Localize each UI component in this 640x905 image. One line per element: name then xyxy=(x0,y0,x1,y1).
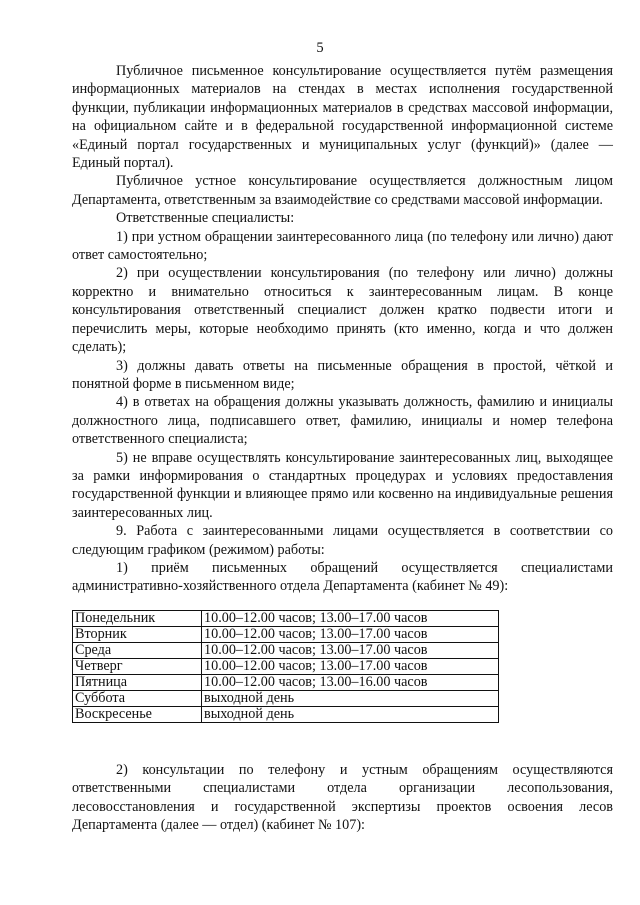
table-row xyxy=(73,690,499,706)
schedule-day: Суббота xyxy=(73,690,202,706)
list-item-4: 4) в ответах на обращения должны указывать должность, фамилию и инициалы должностного лица, подписавшего ответ, фамилию, инициалы и номер телефона ответственного специалиста; xyxy=(72,394,613,448)
schedule-day: Вторник xyxy=(73,626,202,642)
schedule-hours: 10.00–12.00 часов; 13.00–17.00 часов xyxy=(202,626,499,642)
table-row xyxy=(73,610,499,626)
paragraph-public-oral-consulting: Публичное устное консультирование осуществляется должностным лицом Департамента, ответственным за взаимодействие со средствами массовой информации. xyxy=(72,173,613,208)
schedule-hours: 10.00–12.00 часов; 13.00–16.00 часов xyxy=(202,674,499,690)
table-row xyxy=(73,626,499,642)
schedule-hours: выходной день xyxy=(202,706,499,722)
table-row xyxy=(73,706,499,722)
table-row xyxy=(73,642,499,658)
section-9-paragraph: 9. Работа с заинтересованными лицами осуществляется в соответствии со следующим графиком (режимом) работы: xyxy=(72,523,613,558)
page-number: 5 xyxy=(316,40,324,56)
paragraph-responsible-specialists: Ответственные специалисты: xyxy=(116,210,295,227)
schedule-hours: 10.00–12.00 часов; 13.00–17.00 часов xyxy=(202,610,499,626)
list-item-2: 2) при осуществлении консультирования (по телефону или лично) должны корректно и внимательно относиться к заинтересованным лицам. В конце консультирования ответственный специалист должен кратко подвести итоги и перечислить меры, которые необходимо принять (кто именно, когда и что должен сделать); xyxy=(72,265,613,356)
schedule-day: Четверг xyxy=(73,658,202,674)
document-body xyxy=(72,62,613,834)
schedule-day: Пятница xyxy=(73,674,202,690)
list-item-3: 3) должны давать ответы на письменные обращения в простой, чёткой и понятной форме в письменном виде; xyxy=(72,357,613,392)
paragraph-public-written-consulting: Публичное письменное консультирование осуществляется путём размещения информационных материалов на стендах в местах исполнения государственной функции, публикации информационных материалов в средствах массовой информации, на официальном сайте и в федеральной государственной информационной системе «Единый портал государственных и муниципальных услуг (функций)» (далее — Единый портал). xyxy=(72,63,613,172)
list-item-1: 1) при устном обращении заинтересованного лица (по телефону или лично) дают ответ самостоятельно; xyxy=(72,228,613,264)
schedule-day: Понедельник xyxy=(73,610,202,626)
schedule-table xyxy=(72,610,499,723)
schedule-hours: 10.00–12.00 часов; 13.00–17.00 часов xyxy=(202,642,499,658)
table-row xyxy=(73,674,499,690)
section-9-item-1: 1) приём письменных обращений осуществляется специалистами административно-хозяйственного отдела Департамента (кабинет № 49): xyxy=(72,559,613,595)
list-item-5: 5) не вправе осуществлять консультирование заинтересованных лиц, выходящее за рамки информирования о стандартных процедурах и условиях предоставления государственной функции и влияющее прямо или косвенно на индивидуальные решения заинтересованных лиц. xyxy=(72,449,613,521)
schedule-hours: 10.00–12.00 часов; 13.00–17.00 часов xyxy=(202,658,499,674)
table-row xyxy=(73,658,499,674)
schedule-day: Воскресенье xyxy=(73,706,202,722)
section-9-item-2: 2) консультации по телефону и устным обращениям осуществляются ответственными специалистами отдела организации лесопользования, лесовосстановления и государственной экспертизы проектов освоения лесов Департамента (далее — отдел) (кабинет № 107): xyxy=(72,761,613,833)
schedule-day: Среда xyxy=(73,642,202,658)
schedule-hours: выходной день xyxy=(202,690,499,706)
